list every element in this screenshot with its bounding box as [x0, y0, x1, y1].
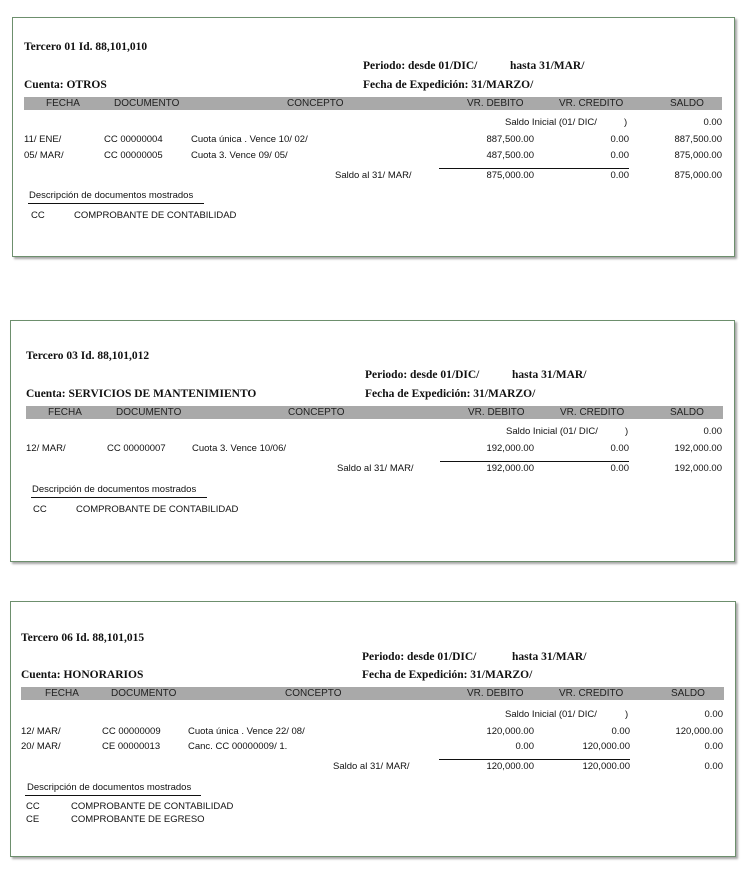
cuenta-label: Cuenta: SERVICIOS DE MANTENIMIENTO: [26, 388, 257, 400]
row-debito: 0.00: [515, 741, 534, 752]
total-saldo: 0.00: [704, 761, 723, 772]
row-debito: 120,000.00: [486, 726, 534, 737]
doc-code: CE: [26, 814, 40, 825]
periodo-desde: Periodo: desde 01/DIC/: [363, 60, 478, 72]
row-debito: 887,500.00: [486, 134, 534, 145]
row-concepto: Cuota única . Vence 22/ 08/: [188, 726, 305, 737]
fecha-expedicion: Fecha de Expedición: 31/MARZO/: [362, 669, 533, 681]
periodo-hasta: hasta 31/MAR/: [512, 651, 587, 663]
row-debito: 192,000.00: [486, 443, 534, 454]
row-concepto: Cuota 3. Vence 09/ 05/: [191, 150, 288, 161]
row-saldo: 0.00: [704, 741, 723, 752]
descripcion-rule: [25, 795, 201, 796]
col-documento: DOCUMENTO: [111, 688, 177, 699]
row-saldo: 120,000.00: [675, 726, 723, 737]
col-debito: VR. DEBITO: [467, 688, 524, 699]
descripcion-rule: [28, 203, 204, 204]
total-debito: 120,000.00: [486, 761, 534, 772]
row-documento: CC 00000009: [102, 726, 161, 737]
saldo-inicial-label: Saldo Inicial (01/ DIC/: [505, 709, 597, 720]
col-fecha: FECHA: [46, 98, 80, 109]
descripcion-title: Descripción de documentos mostrados: [29, 190, 194, 201]
col-debito: VR. DEBITO: [467, 98, 524, 109]
totals-rule: [439, 759, 630, 760]
doc-code: CC: [31, 210, 45, 221]
row-fecha: 11/ ENE/: [24, 134, 62, 145]
tercero-title: Tercero 03 Id. 88,101,012: [26, 350, 150, 362]
periodo-hasta: hasta 31/MAR/: [510, 60, 585, 72]
saldo-al-label: Saldo al 31/ MAR/: [335, 170, 412, 181]
col-credito: VR. CREDITO: [559, 688, 624, 699]
fecha-expedicion: Fecha de Expedición: 31/MARZO/: [363, 79, 534, 91]
total-saldo: 875,000.00: [674, 170, 722, 181]
saldo-inicial-value: 0.00: [703, 117, 722, 128]
table-header: [24, 97, 722, 110]
row-credito: 0.00: [610, 134, 629, 145]
total-credito: 0.00: [610, 170, 629, 181]
row-concepto: Cuota única . Vence 10/ 02/: [191, 134, 308, 145]
report-card: [10, 601, 736, 857]
row-credito: 0.00: [610, 443, 629, 454]
col-documento: DOCUMENTO: [116, 407, 182, 418]
col-documento: DOCUMENTO: [114, 98, 180, 109]
row-saldo: 887,500.00: [674, 134, 722, 145]
periodo-hasta: hasta 31/MAR/: [512, 369, 587, 381]
table-header: [26, 406, 723, 419]
doc-description: COMPROBANTE DE CONTABILIDAD: [71, 801, 234, 812]
report-card: [10, 320, 735, 562]
saldo-inicial-close: ): [624, 117, 628, 128]
cuenta-label: Cuenta: OTROS: [24, 79, 107, 91]
row-saldo: 875,000.00: [674, 150, 722, 161]
row-credito: 120,000.00: [582, 741, 630, 752]
tercero-title: Tercero 01 Id. 88,101,010: [24, 41, 148, 53]
col-credito: VR. CREDITO: [560, 407, 625, 418]
row-concepto: Cuota 3. Vence 10/06/: [192, 443, 287, 454]
saldo-inicial-label: Saldo Inicial (01/ DIC/: [505, 117, 597, 128]
col-concepto: CONCEPTO: [287, 98, 344, 109]
total-saldo: 192,000.00: [674, 463, 722, 474]
row-fecha: 20/ MAR/: [21, 741, 61, 752]
row-documento: CC 00000004: [104, 134, 163, 145]
col-fecha: FECHA: [48, 407, 82, 418]
totals-rule: [439, 168, 629, 169]
row-fecha: 12/ MAR/: [26, 443, 66, 454]
cuenta-label: Cuenta: HONORARIOS: [21, 669, 144, 681]
col-saldo: SALDO: [670, 407, 704, 418]
saldo-al-label: Saldo al 31/ MAR/: [337, 463, 414, 474]
col-saldo: SALDO: [670, 98, 704, 109]
descripcion-title: Descripción de documentos mostrados: [32, 484, 197, 495]
saldo-inicial-value: 0.00: [703, 426, 722, 437]
total-credito: 120,000.00: [582, 761, 630, 772]
row-documento: CE 00000013: [102, 741, 161, 752]
descripcion-rule: [31, 497, 207, 498]
col-debito: VR. DEBITO: [468, 407, 525, 418]
table-header: [21, 687, 724, 700]
row-documento: CC 00000007: [107, 443, 166, 454]
row-fecha: 05/ MAR/: [24, 150, 64, 161]
descripcion-title: Descripción de documentos mostrados: [27, 782, 192, 793]
row-debito: 487,500.00: [486, 150, 534, 161]
doc-description: COMPROBANTE DE EGRESO: [71, 814, 205, 825]
periodo-desde: Periodo: desde 01/DIC/: [362, 651, 477, 663]
row-concepto: Canc. CC 00000009/ 1.: [188, 741, 288, 752]
tercero-title: Tercero 06 Id. 88,101,015: [21, 632, 145, 644]
fecha-expedicion: Fecha de Expedición: 31/MARZO/: [365, 388, 536, 400]
row-saldo: 192,000.00: [674, 443, 722, 454]
col-concepto: CONCEPTO: [285, 688, 342, 699]
doc-description: COMPROBANTE DE CONTABILIDAD: [76, 504, 239, 515]
total-debito: 192,000.00: [486, 463, 534, 474]
saldo-inicial-close: ): [625, 709, 629, 720]
doc-code: CC: [26, 801, 40, 812]
row-fecha: 12/ MAR/: [21, 726, 61, 737]
saldo-inicial-close: ): [625, 426, 629, 437]
col-credito: VR. CREDITO: [559, 98, 624, 109]
col-saldo: SALDO: [671, 688, 705, 699]
saldo-inicial-value: 0.00: [704, 709, 723, 720]
total-credito: 0.00: [610, 463, 629, 474]
periodo-desde: Periodo: desde 01/DIC/: [365, 369, 480, 381]
doc-description: COMPROBANTE DE CONTABILIDAD: [74, 210, 237, 221]
totals-rule: [440, 461, 629, 462]
report-card: [12, 17, 735, 257]
row-documento: CC 00000005: [104, 150, 163, 161]
col-concepto: CONCEPTO: [288, 407, 345, 418]
col-fecha: FECHA: [45, 688, 79, 699]
row-credito: 0.00: [610, 150, 629, 161]
doc-code: CC: [33, 504, 47, 515]
saldo-inicial-label: Saldo Inicial (01/ DIC/: [506, 426, 598, 437]
saldo-al-label: Saldo al 31/ MAR/: [333, 761, 410, 772]
row-credito: 0.00: [611, 726, 630, 737]
total-debito: 875,000.00: [486, 170, 534, 181]
